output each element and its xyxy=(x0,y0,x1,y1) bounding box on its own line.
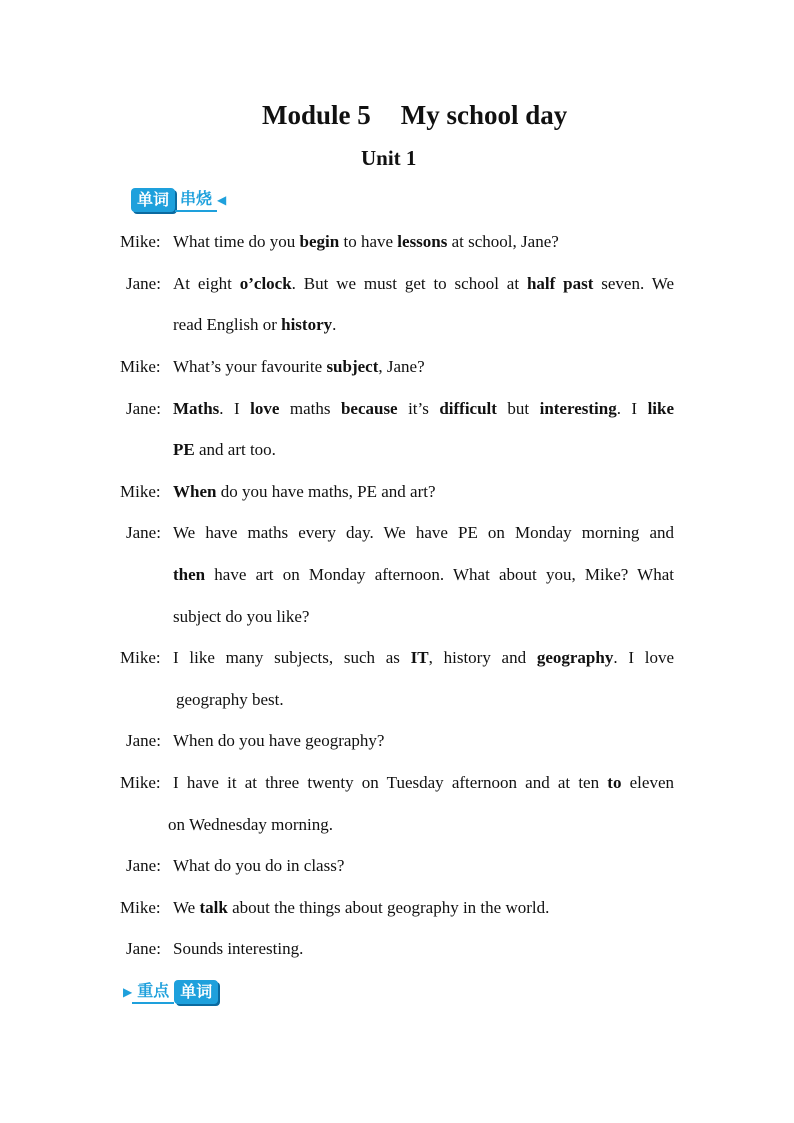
text-segment: . I xyxy=(219,399,251,418)
text-segment: geography best. xyxy=(176,690,284,709)
dialogue-line xyxy=(173,606,309,628)
text-segment: subject do you like? xyxy=(173,607,310,626)
text-segment: . I love xyxy=(613,648,674,667)
text-segment: . But we must get to school at xyxy=(291,274,527,293)
text-segment: on Wednesday morning. xyxy=(168,815,333,834)
key-word: love xyxy=(250,399,280,418)
text-segment: We have maths every day. We have PE on Monday morning and xyxy=(173,523,674,542)
key-word: subject xyxy=(326,357,379,376)
key-word: begin xyxy=(299,232,340,251)
key-word: lessons xyxy=(397,232,448,251)
text-segment: read English or xyxy=(173,315,282,334)
text-segment: but xyxy=(496,399,540,418)
text-segment: What’s your favourite xyxy=(173,357,327,376)
text-segment: maths xyxy=(279,399,341,418)
module-name: My school day xyxy=(400,100,568,130)
text-segment: What time do you xyxy=(173,232,300,251)
dialogue-line xyxy=(173,231,559,253)
text-segment: it’s xyxy=(397,399,440,418)
section-badge-vocab-chain xyxy=(131,188,226,212)
speaker-label: Mike: xyxy=(120,232,161,251)
key-word: PE xyxy=(173,440,195,459)
text-segment: At eight xyxy=(173,274,240,293)
speaker-label: Jane: xyxy=(126,856,161,875)
text-segment: eleven xyxy=(621,773,674,792)
text-segment: . I xyxy=(616,399,648,418)
dialogue-line xyxy=(173,564,674,586)
key-word: IT xyxy=(410,648,429,667)
key-word: talk xyxy=(199,898,228,917)
speaker-label: Mike: xyxy=(120,898,161,917)
key-word: like xyxy=(647,399,675,418)
dialogue-line xyxy=(173,398,674,420)
key-word: history xyxy=(281,315,333,334)
arrow-left-icon: ◀ xyxy=(217,193,227,207)
key-word: to xyxy=(607,773,622,792)
text-segment: , Jane? xyxy=(378,357,425,376)
text-segment: What do you do in class? xyxy=(173,856,345,875)
text-segment: have art on Monday afternoon. What about you, Mike? What xyxy=(205,565,674,584)
speaker-label: Jane: xyxy=(126,523,161,542)
speaker-label: Jane: xyxy=(126,399,161,418)
key-word: geography xyxy=(536,648,614,667)
text-segment: at school, Jane? xyxy=(447,232,559,251)
speaker-label: Mike: xyxy=(120,773,161,792)
speaker-label: Jane: xyxy=(126,274,161,293)
dialogue-line xyxy=(173,938,303,960)
speaker-label: Mike: xyxy=(120,648,161,667)
text-segment: and art too. xyxy=(194,440,276,459)
dialogue-line xyxy=(176,689,284,711)
text-segment: Sounds interesting. xyxy=(173,939,304,958)
key-word: o’clock xyxy=(239,274,292,293)
key-word: because xyxy=(340,399,398,418)
key-word: then xyxy=(173,565,206,584)
dialogue-line xyxy=(173,647,674,669)
badge-label-2: 串烧 xyxy=(175,188,217,212)
key-word: When xyxy=(173,482,217,501)
dialogue-line xyxy=(173,522,674,544)
key-word: Maths xyxy=(173,399,220,418)
dialogue-line xyxy=(173,772,674,794)
arrow-right-icon: ▶ xyxy=(123,985,133,999)
dialogue-line xyxy=(173,273,674,295)
module-number: Module 5 xyxy=(262,100,371,130)
page-title xyxy=(262,100,567,131)
dialogue-line xyxy=(173,314,336,336)
badge-label-1: 重点 xyxy=(132,980,174,1004)
text-segment: . xyxy=(332,315,337,334)
speaker-label: Mike: xyxy=(120,482,161,501)
speaker-label: Mike: xyxy=(120,357,161,376)
unit-heading: Unit 1 xyxy=(361,146,417,170)
text-segment: to have xyxy=(339,232,398,251)
speaker-label: Jane: xyxy=(126,731,161,750)
dialogue-line xyxy=(173,897,549,919)
text-segment: , history and xyxy=(428,648,537,667)
dialogue-line xyxy=(173,481,436,503)
text-segment: I like many subjects, such as xyxy=(173,648,411,667)
speaker-label: Jane: xyxy=(126,939,161,958)
dialogue-line xyxy=(168,814,333,836)
text-segment: seven. We xyxy=(593,274,674,293)
badge-label-1: 单词 xyxy=(131,188,175,212)
section-badge-key-words xyxy=(123,980,218,1004)
text-segment: do you have maths, PE and art? xyxy=(216,482,436,501)
text-segment: When do you have geography? xyxy=(173,731,385,750)
badge-label-2: 单词 xyxy=(174,980,218,1004)
text-segment: about the things about geography in the world. xyxy=(227,898,550,917)
dialogue-line xyxy=(173,730,384,752)
dialogue-line xyxy=(173,356,425,378)
key-word: difficult xyxy=(439,399,497,418)
key-word: half past xyxy=(526,274,594,293)
dialogue-line xyxy=(173,439,276,461)
text-segment: I have it at three twenty on Tuesday afternoon and at ten xyxy=(173,773,608,792)
dialogue-line xyxy=(173,855,344,877)
key-word: interesting xyxy=(539,399,617,418)
text-segment: We xyxy=(173,898,200,917)
